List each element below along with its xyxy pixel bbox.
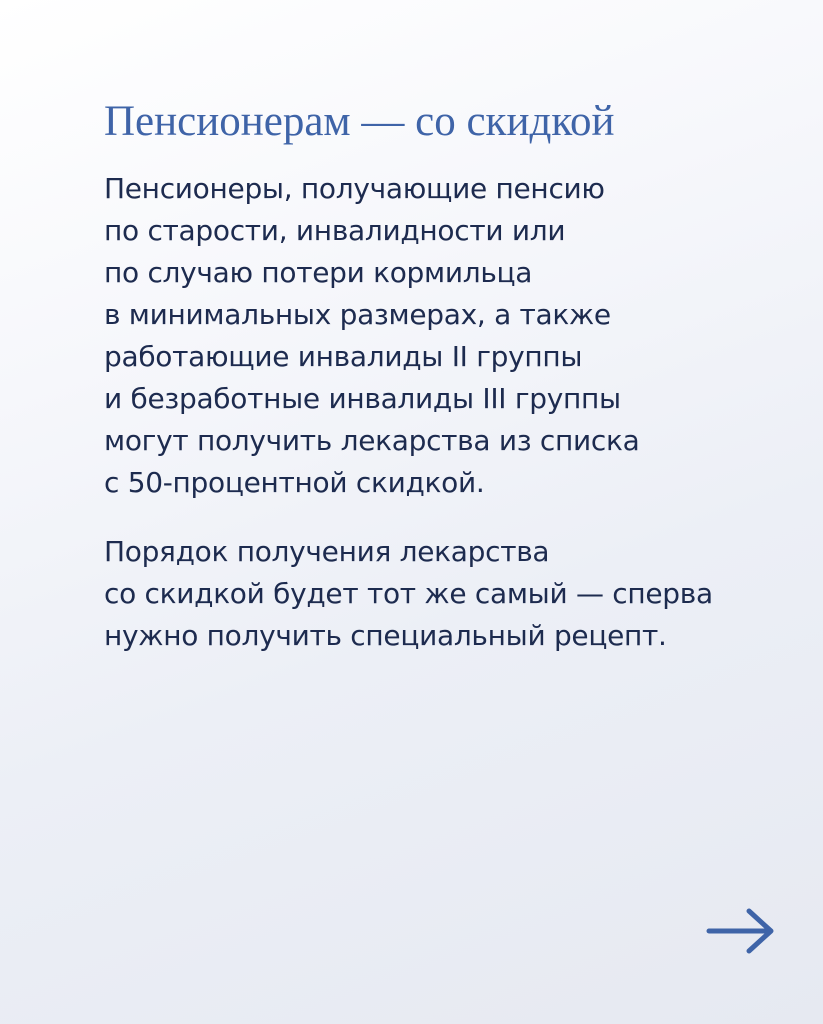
- paragraph-eligibility: [104, 168, 640, 504]
- paragraph-line: по старости, инвалидности или: [104, 214, 566, 247]
- paragraph-line: в минимальных размерах, а также: [104, 298, 611, 331]
- paragraph-line: Порядок получения лекарства: [104, 535, 550, 568]
- paragraph-line: Пенсионеры, получающие пенсию: [104, 172, 605, 205]
- slide-title: Пенсионерам — со скидкой: [104, 98, 615, 145]
- paragraph-line: работающие инвалиды II группы: [104, 340, 583, 373]
- paragraph-line: нужно получить специальный рецепт.: [104, 619, 667, 652]
- paragraph-line: со скидкой будет тот же самый — сперва: [104, 577, 713, 610]
- arrow-right-icon: [705, 905, 777, 957]
- next-slide-button[interactable]: [705, 905, 777, 957]
- paragraph-line: и безработные инвалиды III группы: [104, 382, 621, 415]
- paragraph-line: могут получить лекарства из списка: [104, 424, 640, 457]
- paragraph-procedure: [104, 531, 713, 657]
- paragraph-line: по случаю потери кормильца: [104, 256, 533, 289]
- paragraph-line: с 50-процентной скидкой.: [104, 466, 485, 499]
